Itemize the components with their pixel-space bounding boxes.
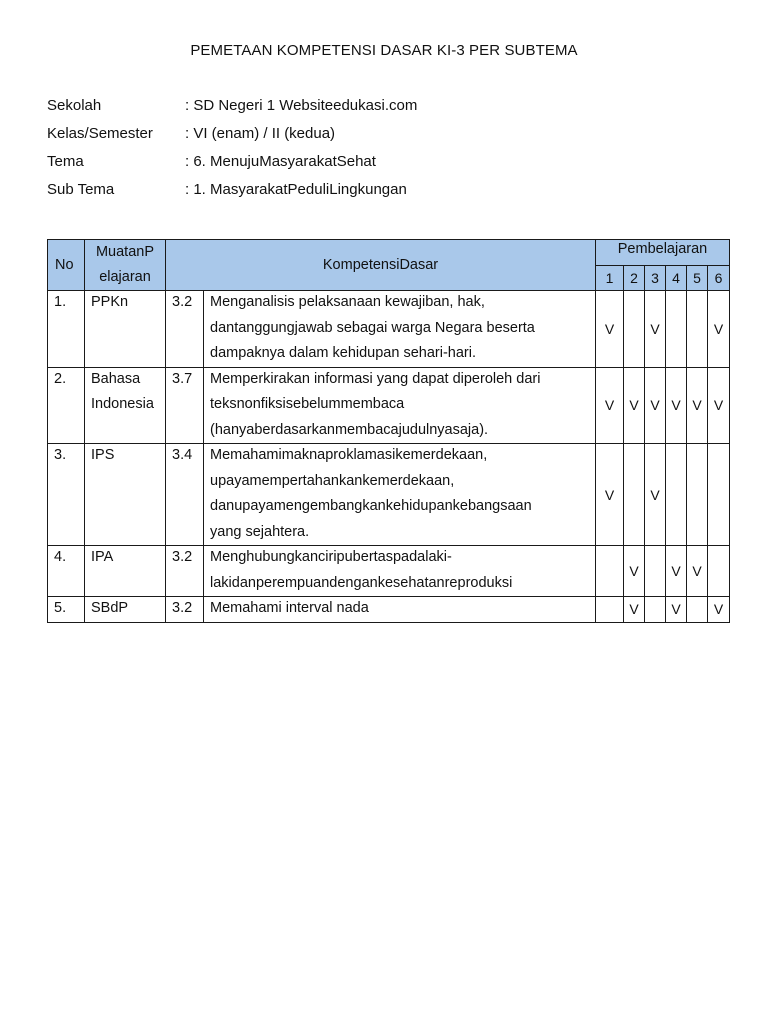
pembelajaran-mark: V bbox=[624, 597, 645, 623]
pembelajaran-mark: V bbox=[624, 367, 645, 444]
header-muatan-line2: elajaran bbox=[99, 269, 151, 285]
header-pembelajaran: Pembelajaran bbox=[596, 240, 730, 266]
table-body bbox=[48, 291, 730, 623]
info-value: : 6. MenujuMasyarakatSehat bbox=[185, 153, 376, 170]
description-line: (hanyaberdasarkanmembacajudulnyasaja). bbox=[210, 421, 489, 438]
row-number: 4. bbox=[54, 549, 67, 565]
pembelajaran-mark: V bbox=[645, 444, 666, 546]
cell-description bbox=[204, 291, 596, 368]
document-title: PEMETAAN KOMPETENSI DASAR KI-3 PER SUBTEMA bbox=[190, 42, 578, 59]
cell-no bbox=[48, 367, 85, 444]
table-row bbox=[48, 546, 730, 597]
info-row-subtema bbox=[47, 181, 417, 209]
pembelajaran-mark bbox=[708, 546, 730, 597]
pembelajaran-mark bbox=[624, 444, 645, 546]
pembelajaran-mark: V bbox=[596, 444, 624, 546]
header-number: 4 bbox=[666, 266, 687, 291]
kd-code: 3.7 bbox=[172, 370, 193, 387]
muatan-line: Indonesia bbox=[91, 396, 154, 412]
cell-description bbox=[204, 546, 596, 597]
row-number: 5. bbox=[54, 600, 67, 616]
pembelajaran-mark bbox=[687, 291, 708, 368]
pembelajaran-mark: V bbox=[666, 597, 687, 623]
muatan-line: PPKn bbox=[91, 294, 129, 310]
header-no: No bbox=[48, 240, 85, 291]
cell-muatan bbox=[85, 367, 166, 444]
info-block bbox=[47, 97, 417, 209]
pembelajaran-mark: V bbox=[708, 367, 730, 444]
description-line: lakidanperempuandengankesehatanreproduksi bbox=[210, 574, 513, 591]
cell-code bbox=[166, 367, 204, 444]
header-number: 5 bbox=[687, 266, 708, 291]
row-number: 1. bbox=[54, 294, 67, 310]
description-line: dantanggungjawab sebagai warga Negara beserta bbox=[210, 319, 535, 336]
kd-code: 3.2 bbox=[172, 294, 193, 310]
table-row bbox=[48, 291, 730, 368]
cell-no bbox=[48, 444, 85, 546]
header-muatan-line1: MuatanP bbox=[95, 244, 155, 260]
cell-no bbox=[48, 597, 85, 623]
kd-code: 3.2 bbox=[172, 549, 193, 565]
header-kompetensi: KompetensiDasar bbox=[166, 240, 596, 291]
pembelajaran-mark bbox=[624, 291, 645, 368]
info-value: : 1. MasyarakatPeduliLingkungan bbox=[185, 181, 407, 198]
pembelajaran-mark: V bbox=[596, 367, 624, 444]
cell-no bbox=[48, 546, 85, 597]
description-line: Memperkirakan informasi yang dapat diperoleh dari bbox=[210, 370, 541, 387]
row-number: 2. bbox=[54, 370, 67, 387]
header-number: 2 bbox=[624, 266, 645, 291]
pembelajaran-mark bbox=[596, 597, 624, 623]
info-value: : VI (enam) / II (kedua) bbox=[185, 125, 336, 142]
pembelajaran-mark bbox=[708, 444, 730, 546]
kd-code: 3.4 bbox=[172, 447, 193, 463]
muatan-line: IPA bbox=[91, 549, 114, 565]
table-row bbox=[48, 444, 730, 546]
cell-muatan bbox=[85, 291, 166, 368]
pembelajaran-mark: V bbox=[687, 546, 708, 597]
description-line: upayamempertahankankemerdekaan, bbox=[210, 472, 455, 489]
pembelajaran-mark: V bbox=[624, 546, 645, 597]
muatan-line: Bahasa bbox=[91, 370, 141, 387]
info-label: Sekolah bbox=[47, 97, 102, 114]
pembelajaran-mark: V bbox=[708, 291, 730, 368]
description-line: Memahamimaknaproklamasikemerdekaan, bbox=[210, 447, 488, 463]
pembelajaran-mark bbox=[645, 546, 666, 597]
table-row bbox=[48, 367, 730, 444]
description-line: dampaknya dalam kehidupan sehari-hari. bbox=[210, 345, 476, 361]
description-line: yang sejahtera. bbox=[210, 523, 310, 540]
description-line: Memahami interval nada bbox=[210, 600, 369, 616]
pembelajaran-mark: V bbox=[645, 367, 666, 444]
pembelajaran-mark: V bbox=[687, 367, 708, 444]
info-row-kelas bbox=[47, 125, 417, 153]
kompetensi-table bbox=[47, 239, 730, 623]
info-label: Kelas/Semester bbox=[47, 125, 153, 142]
info-value: : SD Negeri 1 Websiteedukasi.com bbox=[185, 97, 418, 114]
table-row bbox=[48, 597, 730, 623]
pembelajaran-mark: V bbox=[666, 367, 687, 444]
pembelajaran-mark: V bbox=[708, 597, 730, 623]
cell-code bbox=[166, 444, 204, 546]
header-number: 6 bbox=[708, 266, 730, 291]
info-label: Tema bbox=[47, 153, 84, 170]
info-label: Sub Tema bbox=[47, 181, 115, 198]
description-line: Menghubungkanciripubertaspadalaki- bbox=[210, 549, 452, 565]
cell-code bbox=[166, 291, 204, 368]
pembelajaran-mark bbox=[666, 291, 687, 368]
pembelajaran-mark bbox=[687, 444, 708, 546]
pembelajaran-mark bbox=[645, 597, 666, 623]
pembelajaran-mark: V bbox=[645, 291, 666, 368]
info-row-tema bbox=[47, 153, 417, 181]
cell-code bbox=[166, 597, 204, 623]
pembelajaran-mark bbox=[687, 597, 708, 623]
muatan-line: IPS bbox=[91, 447, 115, 463]
info-row-sekolah bbox=[47, 97, 417, 125]
description-line: danupayamengembangkankehidupankebangsaan bbox=[210, 498, 532, 514]
cell-code bbox=[166, 546, 204, 597]
cell-no bbox=[48, 291, 85, 368]
pembelajaran-mark bbox=[596, 546, 624, 597]
cell-description bbox=[204, 597, 596, 623]
table-header bbox=[48, 240, 730, 291]
cell-muatan bbox=[85, 597, 166, 623]
pembelajaran-mark: V bbox=[666, 546, 687, 597]
cell-description bbox=[204, 367, 596, 444]
header-number: 1 bbox=[596, 266, 624, 291]
kd-code: 3.2 bbox=[172, 600, 193, 616]
cell-description bbox=[204, 444, 596, 546]
pembelajaran-mark bbox=[666, 444, 687, 546]
row-number: 3. bbox=[54, 447, 67, 463]
header-muatan bbox=[85, 240, 166, 291]
pembelajaran-mark: V bbox=[596, 291, 624, 368]
description-line: teksnonfiksisebelummembaca bbox=[210, 396, 405, 412]
cell-muatan bbox=[85, 444, 166, 546]
muatan-line: SBdP bbox=[91, 600, 129, 616]
description-line: Menganalisis pelaksanaan kewajiban, hak, bbox=[210, 294, 485, 310]
header-number: 3 bbox=[645, 266, 666, 291]
cell-muatan bbox=[85, 546, 166, 597]
